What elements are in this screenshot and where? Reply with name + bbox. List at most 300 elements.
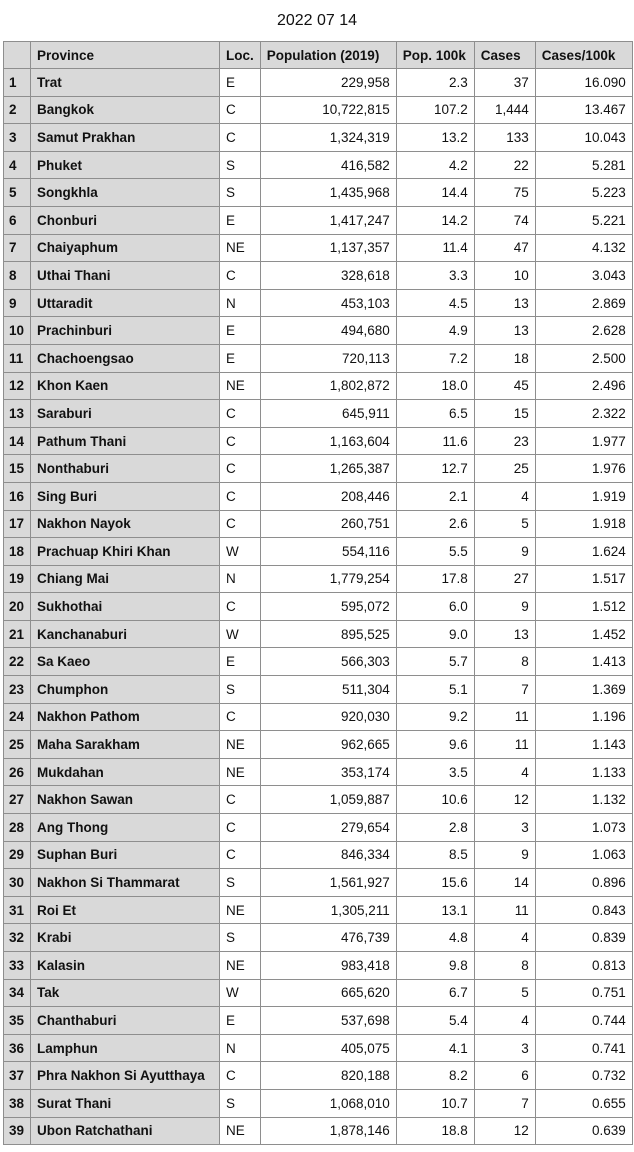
province-name-cell: Prachinburi [31,317,220,345]
pop-100k-cell: 8.5 [396,841,474,869]
cases-cell: 9 [474,841,535,869]
province-name-cell: Phra Nakhon Si Ayutthaya [31,1062,220,1090]
location-cell: C [220,703,261,731]
population-cell: 1,561,927 [260,869,396,897]
province-name-cell: Lamphun [31,1034,220,1062]
province-name-cell: Ang Thong [31,814,220,842]
cases-cell: 13 [474,289,535,317]
cases-cell: 7 [474,676,535,704]
province-name-cell: Nakhon Pathom [31,703,220,731]
province-name-cell: Kalasin [31,952,220,980]
cases-cell: 5 [474,510,535,538]
pop-100k-cell: 2.6 [396,510,474,538]
row-index-cell: 1 [4,69,31,97]
province-name-cell: Nakhon Nayok [31,510,220,538]
province-name-cell: Bangkok [31,96,220,124]
table-row [4,234,633,262]
pop-100k-cell: 12.7 [396,455,474,483]
cases-per-100k-cell: 1.063 [535,841,632,869]
row-index-cell: 31 [4,896,31,924]
pop-100k-cell: 10.7 [396,1089,474,1117]
header-cases: Cases [474,42,535,69]
table-row [4,124,633,152]
cases-cell: 15 [474,400,535,428]
location-cell: S [220,151,261,179]
population-cell: 537,698 [260,1007,396,1035]
location-cell: N [220,1034,261,1062]
population-cell: 494,680 [260,317,396,345]
pop-100k-cell: 3.3 [396,262,474,290]
province-name-cell: Saraburi [31,400,220,428]
cases-per-100k-cell: 1.133 [535,758,632,786]
pop-100k-cell: 14.2 [396,206,474,234]
cases-per-100k-cell: 10.043 [535,124,632,152]
population-cell: 1,324,319 [260,124,396,152]
cases-per-100k-cell: 1.073 [535,814,632,842]
location-cell: N [220,565,261,593]
table-row [4,69,633,97]
cases-cell: 8 [474,648,535,676]
pop-100k-cell: 4.1 [396,1034,474,1062]
cases-per-100k-cell: 1.512 [535,593,632,621]
cases-cell: 9 [474,593,535,621]
cases-cell: 7 [474,1089,535,1117]
province-name-cell: Pathum Thani [31,427,220,455]
cases-per-100k-cell: 0.744 [535,1007,632,1035]
table-row [4,206,633,234]
pop-100k-cell: 6.7 [396,979,474,1007]
cases-cell: 5 [474,979,535,1007]
cases-cell: 11 [474,896,535,924]
location-cell: W [220,979,261,1007]
table-row [4,896,633,924]
table-row [4,620,633,648]
row-index-cell: 20 [4,593,31,621]
row-index-cell: 10 [4,317,31,345]
cases-cell: 3 [474,814,535,842]
table-row [4,1089,633,1117]
row-index-cell: 15 [4,455,31,483]
pop-100k-cell: 18.8 [396,1117,474,1145]
population-cell: 229,958 [260,69,396,97]
cases-cell: 74 [474,206,535,234]
cases-cell: 45 [474,372,535,400]
province-name-cell: Chonburi [31,206,220,234]
cases-per-100k-cell: 0.751 [535,979,632,1007]
cases-cell: 11 [474,703,535,731]
location-cell: E [220,317,261,345]
pop-100k-cell: 2.3 [396,69,474,97]
population-cell: 1,059,887 [260,786,396,814]
population-cell: 328,618 [260,262,396,290]
location-cell: NE [220,896,261,924]
population-cell: 1,305,211 [260,896,396,924]
cases-cell: 13 [474,317,535,345]
population-cell: 353,174 [260,758,396,786]
header-location: Loc. [220,42,261,69]
population-cell: 1,417,247 [260,206,396,234]
population-cell: 665,620 [260,979,396,1007]
row-index-cell: 3 [4,124,31,152]
cases-per-100k-cell: 0.813 [535,952,632,980]
cases-cell: 1,444 [474,96,535,124]
pop-100k-cell: 15.6 [396,869,474,897]
cases-per-100k-cell: 5.281 [535,151,632,179]
pop-100k-cell: 13.2 [396,124,474,152]
cases-per-100k-cell: 0.839 [535,924,632,952]
cases-cell: 3 [474,1034,535,1062]
row-index-cell: 5 [4,179,31,207]
table-row [4,869,633,897]
location-cell: NE [220,372,261,400]
population-cell: 983,418 [260,952,396,980]
table-row [4,372,633,400]
row-index-cell: 11 [4,344,31,372]
cases-cell: 14 [474,869,535,897]
cases-per-100k-cell: 1.624 [535,538,632,566]
province-name-cell: Uthai Thani [31,262,220,290]
cases-per-100k-cell: 0.896 [535,869,632,897]
header-cases-per-100k: Cases/100k [535,42,632,69]
table-row [4,96,633,124]
province-name-cell: Songkhla [31,179,220,207]
population-cell: 511,304 [260,676,396,704]
row-index-cell: 16 [4,482,31,510]
province-name-cell: Chaiyaphum [31,234,220,262]
pop-100k-cell: 10.6 [396,786,474,814]
province-name-cell: Sing Buri [31,482,220,510]
province-name-cell: Tak [31,979,220,1007]
table-row [4,952,633,980]
table-row [4,1117,633,1145]
table-row [4,151,633,179]
cases-per-100k-cell: 4.132 [535,234,632,262]
cases-cell: 133 [474,124,535,152]
page-title: 2022 07 14 [276,12,358,29]
header-row [4,42,633,69]
cases-per-100k-cell: 0.843 [535,896,632,924]
population-cell: 920,030 [260,703,396,731]
table-row [4,731,633,759]
location-cell: C [220,96,261,124]
pop-100k-cell: 17.8 [396,565,474,593]
population-cell: 260,751 [260,510,396,538]
cases-cell: 47 [474,234,535,262]
pop-100k-cell: 18.0 [396,372,474,400]
cases-per-100k-cell: 1.976 [535,455,632,483]
location-cell: C [220,455,261,483]
cases-per-100k-cell: 0.655 [535,1089,632,1117]
cases-cell: 4 [474,482,535,510]
cases-cell: 12 [474,786,535,814]
location-cell: S [220,869,261,897]
location-cell: C [220,841,261,869]
cases-per-100k-cell: 1.132 [535,786,632,814]
pop-100k-cell: 4.5 [396,289,474,317]
row-index-cell: 29 [4,841,31,869]
table-row [4,538,633,566]
cases-per-100k-cell: 1.517 [535,565,632,593]
pop-100k-cell: 11.4 [396,234,474,262]
cases-cell: 23 [474,427,535,455]
cases-cell: 6 [474,1062,535,1090]
pop-100k-cell: 14.4 [396,179,474,207]
table-row [4,455,633,483]
pop-100k-cell: 8.2 [396,1062,474,1090]
row-index-cell: 30 [4,869,31,897]
population-cell: 645,911 [260,400,396,428]
table-row [4,1007,633,1035]
cases-cell: 8 [474,952,535,980]
row-index-cell: 9 [4,289,31,317]
cases-per-100k-cell: 13.467 [535,96,632,124]
population-cell: 1,068,010 [260,1089,396,1117]
table-row [4,841,633,869]
cases-cell: 13 [474,620,535,648]
row-index-cell: 32 [4,924,31,952]
province-name-cell: Trat [31,69,220,97]
population-cell: 1,163,604 [260,427,396,455]
cases-per-100k-cell: 2.869 [535,289,632,317]
province-name-cell: Uttaradit [31,289,220,317]
population-cell: 554,116 [260,538,396,566]
province-name-cell: Chiang Mai [31,565,220,593]
cases-per-100k-cell: 5.221 [535,206,632,234]
location-cell: S [220,1089,261,1117]
cases-per-100k-cell: 1.452 [535,620,632,648]
location-cell: C [220,400,261,428]
row-index-cell: 26 [4,758,31,786]
table-row [4,648,633,676]
province-name-cell: Nakhon Sawan [31,786,220,814]
cases-per-100k-cell: 2.628 [535,317,632,345]
table-row [4,262,633,290]
pop-100k-cell: 9.0 [396,620,474,648]
pop-100k-cell: 6.5 [396,400,474,428]
row-index-cell: 17 [4,510,31,538]
table-row [4,703,633,731]
province-name-cell: Nakhon Si Thammarat [31,869,220,897]
province-name-cell: Sa Kaeo [31,648,220,676]
cases-cell: 10 [474,262,535,290]
header-index [4,42,31,69]
cases-cell: 27 [474,565,535,593]
table-row [4,758,633,786]
population-cell: 405,075 [260,1034,396,1062]
location-cell: C [220,814,261,842]
province-name-cell: Surat Thani [31,1089,220,1117]
row-index-cell: 24 [4,703,31,731]
province-name-cell: Khon Kaen [31,372,220,400]
cases-cell: 9 [474,538,535,566]
pop-100k-cell: 2.8 [396,814,474,842]
row-index-cell: 27 [4,786,31,814]
row-index-cell: 39 [4,1117,31,1145]
population-cell: 1,878,146 [260,1117,396,1145]
location-cell: NE [220,758,261,786]
location-cell: W [220,538,261,566]
cases-per-100k-cell: 16.090 [535,69,632,97]
location-cell: E [220,648,261,676]
population-cell: 1,435,968 [260,179,396,207]
population-cell: 416,582 [260,151,396,179]
cases-per-100k-cell: 5.223 [535,179,632,207]
population-cell: 566,303 [260,648,396,676]
pop-100k-cell: 9.2 [396,703,474,731]
location-cell: E [220,206,261,234]
population-cell: 720,113 [260,344,396,372]
cases-per-100k-cell: 1.413 [535,648,632,676]
pop-100k-cell: 9.8 [396,952,474,980]
table-row [4,924,633,952]
pop-100k-cell: 6.0 [396,593,474,621]
province-name-cell: Prachuap Khiri Khan [31,538,220,566]
pop-100k-cell: 5.5 [396,538,474,566]
province-name-cell: Chumphon [31,676,220,704]
row-index-cell: 38 [4,1089,31,1117]
cases-cell: 12 [474,1117,535,1145]
population-cell: 208,446 [260,482,396,510]
cases-per-100k-cell: 2.496 [535,372,632,400]
cases-cell: 22 [474,151,535,179]
row-index-cell: 34 [4,979,31,1007]
cases-cell: 75 [474,179,535,207]
row-index-cell: 37 [4,1062,31,1090]
row-index-cell: 25 [4,731,31,759]
population-cell: 279,654 [260,814,396,842]
row-index-cell: 13 [4,400,31,428]
pop-100k-cell: 4.8 [396,924,474,952]
pop-100k-cell: 5.4 [396,1007,474,1035]
row-index-cell: 28 [4,814,31,842]
location-cell: C [220,482,261,510]
cases-cell: 4 [474,1007,535,1035]
header-population: Population (2019) [260,42,396,69]
cases-cell: 4 [474,924,535,952]
row-index-cell: 35 [4,1007,31,1035]
table-row [4,289,633,317]
population-cell: 1,265,387 [260,455,396,483]
pop-100k-cell: 13.1 [396,896,474,924]
table-row [4,179,633,207]
cases-cell: 37 [474,69,535,97]
province-name-cell: Mukdahan [31,758,220,786]
location-cell: E [220,69,261,97]
province-name-cell: Ubon Ratchathani [31,1117,220,1145]
population-cell: 820,188 [260,1062,396,1090]
location-cell: NE [220,952,261,980]
pop-100k-cell: 3.5 [396,758,474,786]
cases-per-100k-cell: 1.977 [535,427,632,455]
header-province: Province [31,42,220,69]
province-name-cell: Roi Et [31,896,220,924]
cases-per-100k-cell: 1.143 [535,731,632,759]
pop-100k-cell: 2.1 [396,482,474,510]
pop-100k-cell: 5.7 [396,648,474,676]
pop-100k-cell: 9.6 [396,731,474,759]
population-cell: 595,072 [260,593,396,621]
row-index-cell: 8 [4,262,31,290]
location-cell: E [220,1007,261,1035]
table-row [4,427,633,455]
location-cell: NE [220,1117,261,1145]
location-cell: C [220,427,261,455]
table-row [4,676,633,704]
location-cell: C [220,262,261,290]
location-cell: NE [220,731,261,759]
location-cell: N [220,289,261,317]
table-row [4,317,633,345]
population-cell: 476,739 [260,924,396,952]
location-cell: NE [220,234,261,262]
cases-per-100k-cell: 0.639 [535,1117,632,1145]
province-name-cell: Maha Sarakham [31,731,220,759]
location-cell: S [220,179,261,207]
location-cell: C [220,510,261,538]
row-index-cell: 7 [4,234,31,262]
cases-cell: 4 [474,758,535,786]
table-row [4,344,633,372]
province-name-cell: Sukhothai [31,593,220,621]
province-name-cell: Suphan Buri [31,841,220,869]
province-name-cell: Samut Prakhan [31,124,220,152]
location-cell: C [220,124,261,152]
table-row [4,400,633,428]
cases-cell: 25 [474,455,535,483]
table-row [4,565,633,593]
location-cell: E [220,344,261,372]
population-cell: 453,103 [260,289,396,317]
pop-100k-cell: 107.2 [396,96,474,124]
table-row [4,814,633,842]
row-index-cell: 12 [4,372,31,400]
population-cell: 10,722,815 [260,96,396,124]
population-cell: 895,525 [260,620,396,648]
table-row [4,1062,633,1090]
cases-per-100k-cell: 0.741 [535,1034,632,1062]
table-row [4,593,633,621]
location-cell: C [220,593,261,621]
cases-cell: 18 [474,344,535,372]
header-pop-100k: Pop. 100k [396,42,474,69]
row-index-cell: 22 [4,648,31,676]
population-cell: 962,665 [260,731,396,759]
cases-per-100k-cell: 1.918 [535,510,632,538]
cases-per-100k-cell: 0.732 [535,1062,632,1090]
cases-per-100k-cell: 1.369 [535,676,632,704]
pop-100k-cell: 4.2 [396,151,474,179]
province-name-cell: Chanthaburi [31,1007,220,1035]
cases-per-100k-cell: 2.500 [535,344,632,372]
row-index-cell: 14 [4,427,31,455]
population-cell: 1,779,254 [260,565,396,593]
province-cases-table [3,41,633,1145]
cases-per-100k-cell: 1.919 [535,482,632,510]
pop-100k-cell: 11.6 [396,427,474,455]
pop-100k-cell: 7.2 [396,344,474,372]
table-row [4,510,633,538]
row-index-cell: 4 [4,151,31,179]
row-index-cell: 33 [4,952,31,980]
location-cell: C [220,1062,261,1090]
table-body [4,69,633,1145]
cases-cell: 11 [474,731,535,759]
row-index-cell: 23 [4,676,31,704]
row-index-cell: 18 [4,538,31,566]
row-index-cell: 19 [4,565,31,593]
table-row [4,1034,633,1062]
cases-per-100k-cell: 1.196 [535,703,632,731]
